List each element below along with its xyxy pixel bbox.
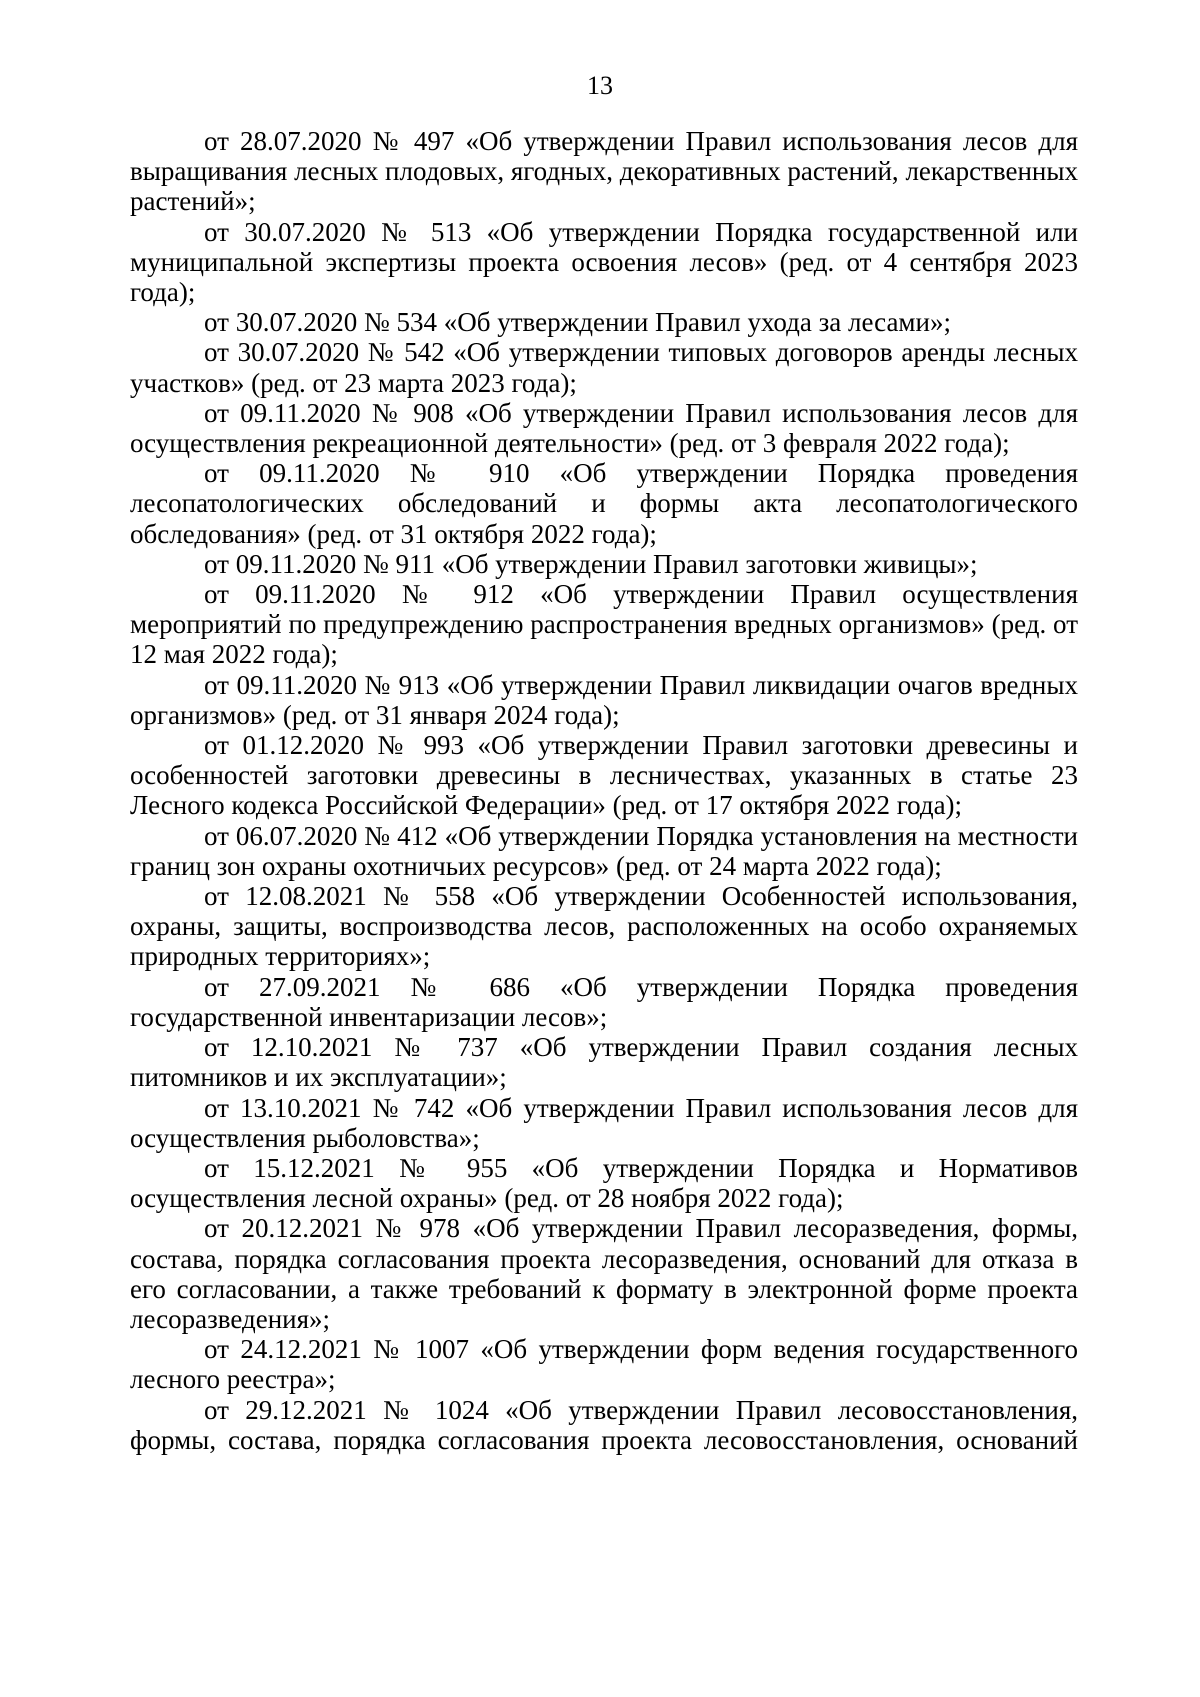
- list-item: от 09.11.2020 № 911 «Об утверждении Правил заготовки живицы»;: [204, 548, 978, 579]
- document-body: [130, 126, 1078, 1455]
- list-item: от 09.11.2020 № 908 «Об утверждении Правил использования лесов для осуществления рекреационной деятельности» (ред. от 3 февраля 2022 года);: [130, 397, 1078, 459]
- list-item: от 15.12.2021 № 955 «Об утверждении Порядка и Нормативов осуществления лесной охраны» (ред. от 28 ноября 2022 года);: [130, 1152, 1078, 1214]
- list-item: от 30.07.2020 № 513 «Об утверждении Порядка государственной или муниципальной экспертизы проекта освоения лесов» (ред. от 4 сентября 2023 года);: [130, 216, 1078, 308]
- list-item: от 12.10.2021 № 737 «Об утверждении Правил создания лесных питомников и их эксплуатации»;: [130, 1032, 1078, 1093]
- list-item: от 29.12.2021 № 1024 «Об утверждении Правил лесовосстановления, формы, состава, порядка согласования проекта лесовосстановления, оснований: [130, 1394, 1078, 1455]
- list-item: от 01.12.2020 № 993 «Об утверждении Правил заготовки древесины и особенностей заготовки древесины в лесничествах, указанных в статье 23 Лесного кодекса Российской Федерации» (ред. от 17 октября 2022 года);: [130, 730, 1078, 821]
- list-item: от 28.07.2020 № 497 «Об утверждении Правил использования лесов для выращивания лесных плодовых, ягодных, декоративных растений, лекарственных растений»;: [130, 126, 1078, 217]
- list-item: от 09.11.2020 № 912 «Об утверждении Правил осуществления мероприятий по предупреждению распространения вредных организмов» (ред. от 12 мая 2022 года);: [130, 579, 1078, 670]
- list-item: от 09.11.2020 № 913 «Об утверждении Правил ликвидации очагов вредных организмов» (ред. от 31 января 2024 года);: [130, 669, 1078, 730]
- list-item: от 12.08.2021 № 558 «Об утверждении Особенностей использования, охраны, защиты, воспроизводства лесов, расположенных на особо охраняемых природных территориях»;: [130, 881, 1078, 972]
- list-item: от 30.07.2020 № 534 «Об утверждении Правил ухода за лесами»;: [204, 307, 951, 338]
- list-item: от 13.10.2021 № 742 «Об утверждении Правил использования лесов для осуществления рыболовства»;: [130, 1092, 1078, 1153]
- list-item: от 20.12.2021 № 978 «Об утверждении Правил лесоразведения, формы, состава, порядка согласования проекта лесоразведения, оснований для отказа в его согласовании, а также требований к формату в электронной форме проекта лесоразведения»;: [130, 1213, 1078, 1334]
- list-item: от 30.07.2020 № 542 «Об утверждении типовых договоров аренды лесных участков» (ред. от 23 марта 2023 года);: [130, 337, 1078, 398]
- list-item: от 24.12.2021 № 1007 «Об утверждении форм ведения государственного лесного реестра»;: [130, 1334, 1078, 1395]
- list-item: от 27.09.2021 № 686 «Об утверждении Порядка проведения государственной инвентаризации лесов»;: [130, 971, 1078, 1032]
- list-item: от 09.11.2020 № 910 «Об утверждении Порядка проведения лесопатологических обследований и формы акта лесопатологического обследования» (ред. от 31 октября 2022 года);: [130, 458, 1078, 549]
- page-number: 13: [587, 71, 613, 100]
- list-item: от 06.07.2020 № 412 «Об утверждении Порядка установления на местности границ зон охраны охотничьих ресурсов» (ред. от 24 марта 2022 года);: [130, 820, 1078, 881]
